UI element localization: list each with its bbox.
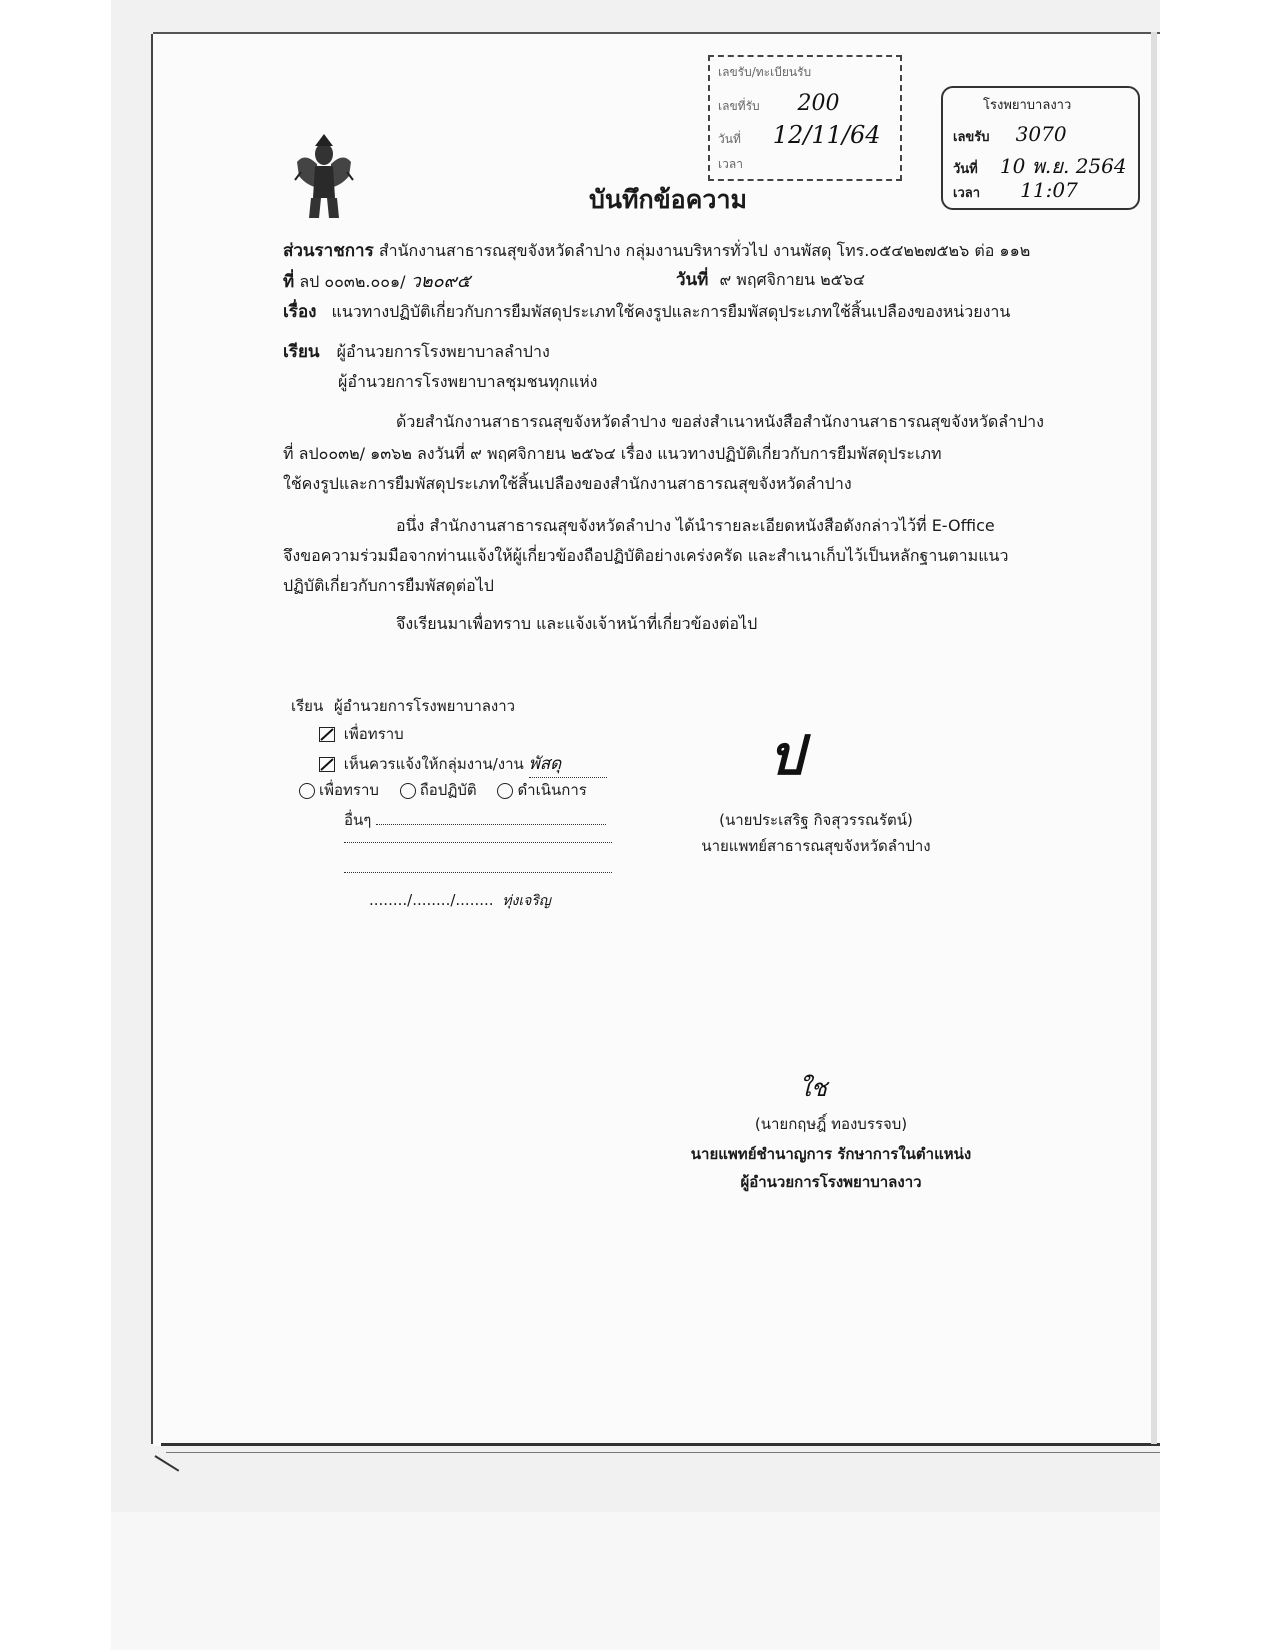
date-text: ๙ พฤศจิกายน ๒๕๖๔ [719, 270, 866, 289]
margin-left [0, 0, 111, 1650]
para2-line1: อนึ่ง สำนักงานสาธารณสุขจังหวัดลำปาง ได้นำรายละเอียดหนังสือดังกล่าวไว้ที่ E-Office [396, 516, 995, 535]
date-label: วันที่ [676, 270, 709, 290]
routing-opt2: เห็นควรแจ้งให้กลุ่มงาน/งาน [343, 755, 524, 773]
routing-r2: ถือปฏิบัติ [419, 781, 477, 799]
scanned-document [111, 0, 1160, 1512]
signature-1: ป [769, 723, 804, 787]
routing-other-line [376, 824, 606, 825]
scan-mark [154, 1455, 179, 1472]
routing-other-label: อื่นๆ [344, 811, 372, 829]
routing-to-label: เรียน [291, 697, 324, 715]
para2-line3: ปฏิบัติเกี่ยวกับการยืมพัสดุต่อไป [283, 576, 494, 595]
stamp2-time-label: เวลา [953, 186, 981, 201]
ref-text: ลป ๐๐๓๒.๐๐๑/ [299, 272, 406, 291]
radio-comply [400, 783, 416, 799]
garuda-emblem-icon [291, 132, 357, 224]
radio-inform [299, 783, 315, 799]
stamp2-date-value: 10 พ.ย. 2564 [999, 154, 1127, 178]
subject-label: เรื่อง [283, 302, 317, 322]
signer1-name: (นายประเสริฐ กิจสุวรรณรัตน์) [719, 811, 913, 829]
checkbox-notify-unit [319, 757, 335, 772]
agency-text: สำนักงานสาธารณสุขจังหวัดลำปาง กลุ่มงานบริหารทั่วไป งานพัสดุ โทร.๐๕๔๒๒๗๕๒๖ ต่อ ๑๑๒ [378, 241, 1031, 260]
received-stamp-2 [941, 86, 1140, 210]
page-edge-left [151, 34, 153, 1444]
to-line-1: ผู้อำนวยการโรงพยาบาลลำปาง [336, 342, 550, 361]
stamp2-num-label: เลขรับ [953, 130, 990, 145]
radio-proceed [497, 783, 513, 799]
ref-handwritten: ว๒๐๙๕ [410, 271, 471, 292]
signer2-name: (นายกฤษฎิ์ ทองบรรจบ) [754, 1115, 908, 1133]
page-edge-bottom-2 [166, 1452, 1160, 1453]
stamp2-date-label: วันที่ [953, 162, 978, 177]
stamp1-header: เลขรับ/ทะเบียนรับ [718, 65, 812, 79]
closing-line: จึงเรียนมาเพื่อทราบ และแจ้งเจ้าหน้าที่เกี่ยวข้องต่อไป [396, 614, 758, 633]
signer1-position: นายแพทย์สาธารณสุขจังหวัดลำปาง [701, 837, 931, 855]
para1-line3: ใช้คงรูปและการยืมพัสดุประเภทใช้สิ้นเปลืองของสำนักงานสาธารณสุขจังหวัดลำปาง [283, 474, 852, 493]
routing-opt1: เพื่อทราบ [343, 725, 404, 743]
stamp1-date-value: 12/11/64 [772, 121, 881, 149]
para1-line2: ที่ ลป๐๐๓๒/ ๑๓๖๒ ลงวันที่ ๙ พฤศจิกายน ๒๕๖๔ เรื่อง แนวทางปฏิบัติเกี่ยวกับการยืมพัสดุประเภท [283, 444, 942, 463]
signer2-position-2: ผู้อำนวยการโรงพยาบาลงาว [740, 1173, 922, 1191]
routing-blank-line-1 [344, 842, 612, 843]
stamp1-num-value: 200 [797, 91, 840, 116]
memo-title: บันทึกข้อความ [589, 185, 747, 214]
page-edge-bottom [161, 1443, 1160, 1446]
checkbox-inform [319, 727, 335, 742]
para1-line1: ด้วยสำนักงานสาธารณสุขจังหวัดลำปาง ขอส่งสำเนาหนังสือสำนักงานสาธารณสุขจังหวัดลำปาง [396, 412, 1044, 431]
stamp2-num-value: 3070 [1015, 122, 1067, 146]
stamp1-num-label: เลขที่รับ [718, 99, 760, 113]
signature-2: ใช [799, 1074, 828, 1102]
routing-blank-line-2 [344, 872, 612, 873]
routing-to-text: ผู้อำนวยการโรงพยาบาลงาว [334, 697, 516, 715]
stamp1-date-label: วันที่ [718, 132, 741, 146]
scan-shadow [1151, 32, 1157, 1444]
para2-line2: จึงขอความร่วมมือจากท่านแจ้งให้ผู้เกี่ยวข้องถือปฏิบัติอย่างเคร่งครัด และสำเนาเก็บไว้เป็นหลักฐานตามแนว [283, 546, 1009, 565]
stamp2-time-value: 11:07 [1020, 178, 1078, 202]
signer2-position-1: นายแพทย์ชำนาญการ รักษาการในตำแหน่ง [690, 1145, 972, 1163]
received-stamp-1 [708, 55, 902, 181]
routing-r3: ดำเนินการ [517, 781, 587, 799]
ref-label: ที่ [283, 272, 295, 292]
stamp2-header: โรงพยาบาลงาว [983, 98, 1072, 113]
routing-r1: เพื่อทราบ [319, 781, 379, 799]
routing-date-line: ......../......../........ [369, 891, 494, 909]
routing-initials: ทุ่งเจริญ [502, 893, 551, 909]
agency-label: ส่วนราชการ [283, 241, 374, 261]
routing-opt2-handwritten: พัสดุ [529, 750, 607, 778]
stamp1-time-label: เวลา [718, 157, 743, 171]
subject-text: แนวทางปฏิบัติเกี่ยวกับการยืมพัสดุประเภทใช้คงรูปและการยืมพัสดุประเภทใช้สิ้นเปลืองของหน่วยงาน [331, 302, 1011, 321]
margin-bottom [111, 1512, 1160, 1650]
margin-right [1160, 0, 1275, 1650]
to-label: เรียน [283, 342, 320, 362]
to-line-2: ผู้อำนวยการโรงพยาบาลชุมชนทุกแห่ง [338, 372, 598, 391]
